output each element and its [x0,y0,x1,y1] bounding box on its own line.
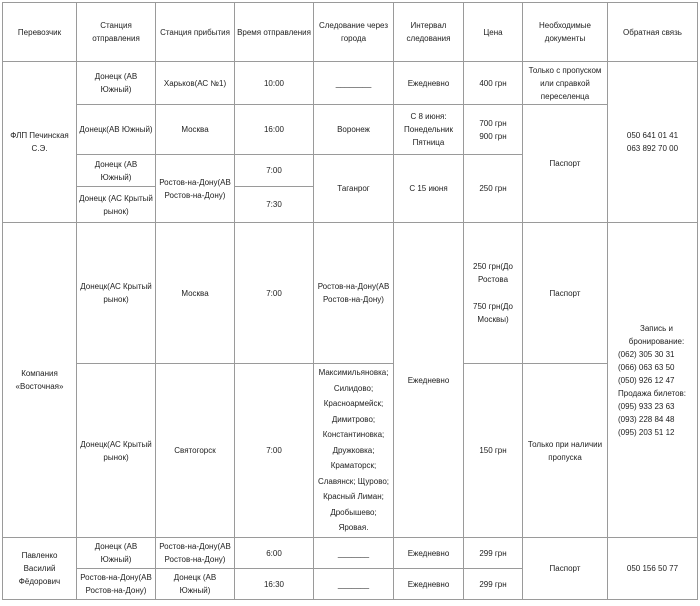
interval-cell: Ежедневно [394,538,464,569]
docs-cell: Только при наличии пропуска [523,364,608,538]
price-value: 700 грн [479,118,507,128]
table-row [3,538,698,569]
contact-phone: (095) 933 23 63 [618,401,675,411]
time-cell: 7:00 [235,364,314,538]
interval-cell: Ежедневно [394,569,464,600]
departure-cell: Донецк(АС Крытый рынок) [77,364,156,538]
table-row [3,364,698,538]
schedule-table [2,2,698,600]
time-cell: 7:00 [235,155,314,187]
interval-cell: Ежедневно [394,223,464,538]
docs-cell: Паспорт [523,538,608,600]
departure-cell: Ростов-на-Дону(АВ Ростов-на-Дону) [77,569,156,600]
contact-phone: 063 892 70 00 [626,144,679,153]
table-row [3,223,698,364]
time-cell: 16:00 [235,105,314,155]
sales-label: Продажа билетов: [618,388,687,398]
interval-cell: С 15 июня [394,155,464,223]
via-cell: Таганрог [314,155,394,223]
departure-cell: Донецк (АВ Южный) [77,62,156,105]
via-city: Максимильяновка; [318,368,389,378]
departure-cell: Донецк(АВ Южный) [77,105,156,155]
header-contact: Обратная связь [608,3,698,62]
departure-cell: Донецк (АВ Южный) [77,538,156,569]
via-cell: Воронеж [314,105,394,155]
header-arrival: Станция прибытия [156,3,235,62]
header-interval: Интервал следования [394,3,464,62]
header-docs: Необходимые документы [523,3,608,62]
price-cell: 150 грн [464,364,523,538]
price-value: 750 грн(До Москвы) [473,302,513,324]
arrival-cell: Москва [156,105,235,155]
carrier-name: Павленко Василий Фёдорович [3,538,77,600]
contact-cell: 050 156 50 77 [608,538,698,600]
header-carrier: Перевозчик [3,3,77,62]
departure-cell: Донецк(АС Крытый рынок) [77,223,156,364]
via-cell: Ростов-на-Дону(АВ Ростов-на-Дону) [314,223,394,364]
booking-label: Запись и бронирование: [628,323,685,346]
contact-phone: (062) 305 30 31 [618,349,675,359]
price-cell: 299 грн [464,538,523,569]
contact-cell [608,223,698,538]
via-city: Красноармейск; [323,399,384,409]
time-cell: 10:00 [235,62,314,105]
header-row [3,3,698,62]
interval-cell: С 8 июня: Понедельник Пятница [394,105,464,155]
header-price: Цена [464,3,523,62]
price-cell: 299 грн [464,569,523,600]
price-cell: 250 грн [464,155,523,223]
price-value: 900 грн [479,131,507,141]
carrier-name: Компания «Восточная» [3,223,77,538]
via-city: Дружковка; [332,445,375,455]
via-cell: ________ [314,62,394,105]
via-cell: _______ [314,569,394,600]
table-row [3,62,698,105]
via-city: Силидово; [333,383,374,393]
contact-phone: (050) 926 12 47 [618,375,675,385]
arrival-cell: Ростов-на-Дону(АВ Ростов-на-Дону) [156,538,235,569]
contact-phone: (095) 203 51 12 [618,427,675,437]
arrival-cell: Донецк (АВ Южный) [156,569,235,600]
price-cell [464,223,523,364]
price-cell [464,105,523,155]
via-cell [314,364,394,538]
header-time: Время отправления [235,3,314,62]
price-cell: 400 грн [464,62,523,105]
via-city: Краматорск; [330,461,377,471]
via-city: Димитрово; [331,414,376,424]
departure-cell: Донецк (АС Крытый рынок) [77,187,156,223]
time-cell: 6:00 [235,538,314,569]
departure-cell: Донецк (АВ Южный) [77,155,156,187]
arrival-cell: Москва [156,223,235,364]
contact-phone: (066) 063 63 50 [618,362,675,372]
docs-cell: Паспорт [523,223,608,364]
time-cell: 7:30 [235,187,314,223]
arrival-cell: Святогорск [156,364,235,538]
time-cell: 7:00 [235,223,314,364]
via-city: Дробышево; [330,507,377,517]
interval-cell: Ежедневно [394,62,464,105]
docs-cell: Только с пропуском или справкой переселенца [523,62,608,105]
header-departure: Станция отправления [77,3,156,62]
arrival-cell: Ростов-на-Дону(АВ Ростов-на-Дону) [156,155,235,223]
via-cell: _______ [314,538,394,569]
time-cell: 16:30 [235,569,314,600]
via-city: Красный Лиман; [323,492,384,502]
via-city: Константиновка; [322,430,385,440]
contact-phone: (093) 228 84 48 [618,414,675,424]
via-city: Славянск; Щурово; [317,476,390,486]
contact-phone: 050 641 01 41 [626,131,679,140]
price-value: 250 грн(До Ростова [473,262,513,284]
via-city: Яровая. [338,523,369,533]
header-via: Следование через города [314,3,394,62]
contact-cell [608,62,698,223]
table-row [3,105,698,155]
arrival-cell: Харьков(АС №1) [156,62,235,105]
carrier-name: ФЛП Печинская С.Э. [3,62,77,223]
docs-cell: Паспорт [523,105,608,223]
